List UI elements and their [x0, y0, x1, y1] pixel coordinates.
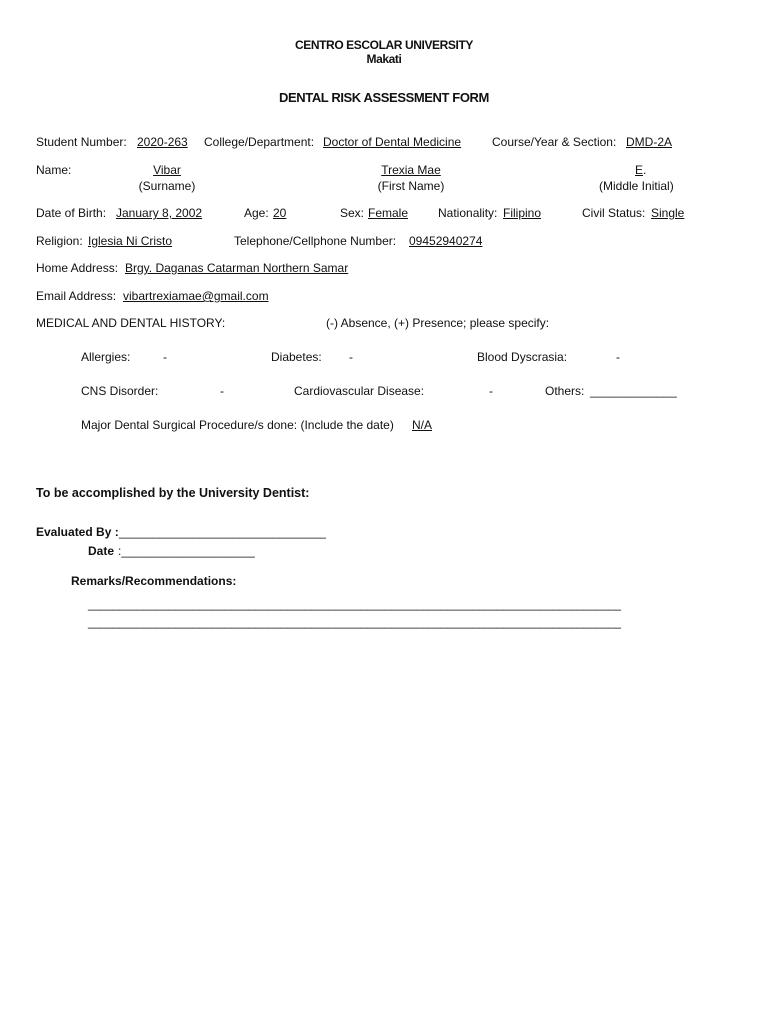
age-value: 20 — [273, 206, 287, 220]
address-label: Home Address: — [36, 261, 119, 275]
age-label: Age: — [244, 206, 269, 220]
nationality-value: Filipino — [503, 206, 542, 220]
middle-initial-dot: . — [643, 163, 647, 177]
civil-status-value: Single — [651, 206, 685, 220]
surname-value: Vibar — [153, 163, 181, 177]
remarks-line: ______________________________________________________________________________________ — [88, 617, 621, 629]
history-legend: (-) Absence, (+) Presence; please specify: — [326, 316, 550, 330]
student-number-value: 2020-263 — [137, 135, 188, 149]
nationality-label: Nationality: — [438, 206, 498, 220]
course-label: Course/Year & Section: — [492, 135, 617, 149]
date-label: Date — [88, 544, 115, 558]
dob-value: January 8, 2002 — [116, 206, 203, 220]
dentist-heading: To be accomplished by the University Dentist: — [36, 486, 310, 500]
first-name-caption: (First Name) — [377, 179, 445, 193]
allergies-value: - — [163, 350, 167, 364]
others-label: Others: — [545, 384, 585, 398]
remarks-line: ______________________________________________________________________________________ — [88, 599, 621, 611]
campus-name: Makati — [366, 52, 402, 66]
middle-initial-value — [635, 163, 646, 177]
cardiovascular-label: Cardiovascular Disease: — [294, 384, 425, 398]
sex-label: Sex: — [340, 206, 365, 220]
religion-label: Religion: — [36, 234, 83, 248]
email-value: vibartrexiamae@gmail.com — [123, 289, 269, 303]
email-label: Email Address: — [36, 289, 117, 303]
evaluated-by-label: Evaluated By : — [36, 525, 119, 539]
cns-disorder-label: CNS Disorder: — [81, 384, 159, 398]
dob-label: Date of Birth: — [36, 206, 107, 220]
history-heading: MEDICAL AND DENTAL HISTORY: — [36, 316, 226, 330]
college-label: College/Department: — [204, 135, 315, 149]
cardiovascular-value: - — [489, 384, 493, 398]
phone-label: Telephone/Cellphone Number: — [234, 234, 397, 248]
name-label: Name: — [36, 163, 72, 177]
blood-dyscrasia-label: Blood Dyscrasia: — [477, 350, 568, 364]
cns-disorder-value: - — [220, 384, 224, 398]
allergies-label: Allergies: — [81, 350, 131, 364]
blood-dyscrasia-value: - — [616, 350, 620, 364]
university-name: CENTRO ESCOLAR UNIVERSITY — [294, 38, 474, 52]
sex-value: Female — [368, 206, 409, 220]
date-line: :____________________ — [118, 544, 255, 558]
surgical-procedure-value: N/A — [412, 418, 433, 432]
diabetes-label: Diabetes: — [271, 350, 322, 364]
middle-initial-letter: E — [635, 163, 644, 177]
others-value: _____________ — [590, 384, 677, 398]
civil-status-label: Civil Status: — [582, 206, 646, 220]
diabetes-value: - — [349, 350, 353, 364]
college-value: Doctor of Dental Medicine — [323, 135, 462, 149]
surgical-procedure-label: Major Dental Surgical Procedure/s done: (Include the date) — [81, 418, 394, 432]
first-name-value: Trexia Mae — [381, 163, 441, 177]
student-number-label: Student Number: — [36, 135, 127, 149]
middle-initial-caption: (Middle Initial) — [599, 179, 674, 193]
religion-value: Iglesia Ni Cristo — [88, 234, 173, 248]
remarks-label: Remarks/Recommendations: — [71, 574, 237, 588]
address-value: Brgy. Daganas Catarman Northern Samar — [125, 261, 349, 275]
evaluated-by-line: _______________________________ — [119, 525, 326, 539]
course-value: DMD-2A — [626, 135, 673, 149]
phone-value: 09452940274 — [409, 234, 483, 248]
surname-caption: (Surname) — [138, 179, 196, 193]
form-title: DENTAL RISK ASSESSMENT FORM — [279, 90, 489, 105]
